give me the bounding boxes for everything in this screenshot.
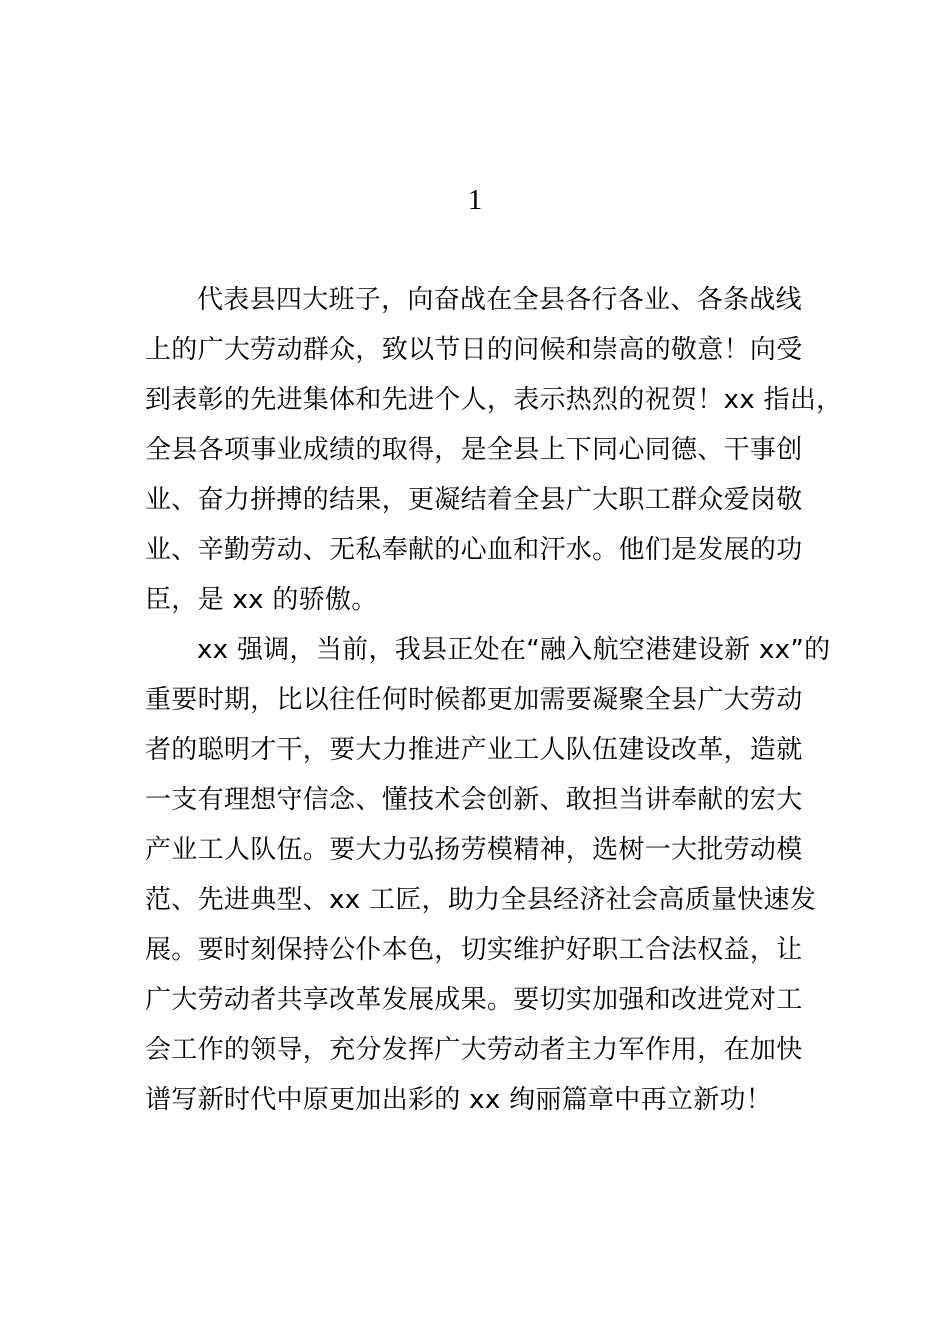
paragraph-line: 者的聪明才干，要大力推进产业工人队伍建设改革，造就: [145, 735, 803, 765]
paragraph-line: 重要时期，比以往任何时候都更加需要凝聚全县广大劳动: [145, 685, 803, 715]
paragraph-line: 会工作的领导，充分发挥广大劳动者主力军作用，在加快: [145, 1035, 803, 1065]
paragraph-line: 到表彰的先进集体和先进个人，表示热烈的祝贺！xx 指出，: [145, 385, 843, 415]
paragraph-line: 产业工人队伍。要大力弘扬劳模精神，选树一大批劳动模: [145, 835, 803, 865]
paragraph-line: 展。要时刻保持公仆本色，切实维护好职工合法权益，让: [145, 935, 803, 965]
paragraph-line: xx 强调，当前，我县正处在“融入航空港建设新 xx”的: [197, 635, 831, 665]
paragraph-line: 一支有理想守信念、懂技术会创新、敢担当讲奉献的宏大: [145, 785, 803, 815]
paragraph-1: [145, 275, 843, 625]
paragraph-line: 谱写新时代中原更加出彩的 xx 绚丽篇章中再立新功！: [145, 1085, 773, 1115]
paragraph-line: 代表县四大班子，向奋战在全县各行各业、各条战线: [197, 285, 802, 315]
paragraph-line: 全县各项事业成绩的取得，是全县上下同心同德、干事创: [145, 435, 803, 465]
page-number: 1: [467, 184, 483, 216]
document-body: [145, 275, 843, 1125]
paragraph-line: 业、辛勤劳动、无私奉献的心血和汗水。他们是发展的功: [145, 535, 803, 565]
paragraph-line: 上的广大劳动群众，致以节日的问候和崇高的敬意！向受: [145, 335, 803, 365]
paragraph-line: 范、先进典型、xx 工匠，助力全县经济社会高质量快速发: [145, 885, 817, 915]
paragraph-line: 臣，是 xx 的骄傲。: [145, 585, 378, 615]
paragraph-line: 业、奋力拼搏的结果，更凝结着全县广大职工群众爱岗敬: [145, 485, 803, 515]
paragraph-2: [145, 625, 831, 1125]
paragraph-line: 广大劳动者共享改革发展成果。要切实加强和改进党对工: [145, 985, 803, 1015]
